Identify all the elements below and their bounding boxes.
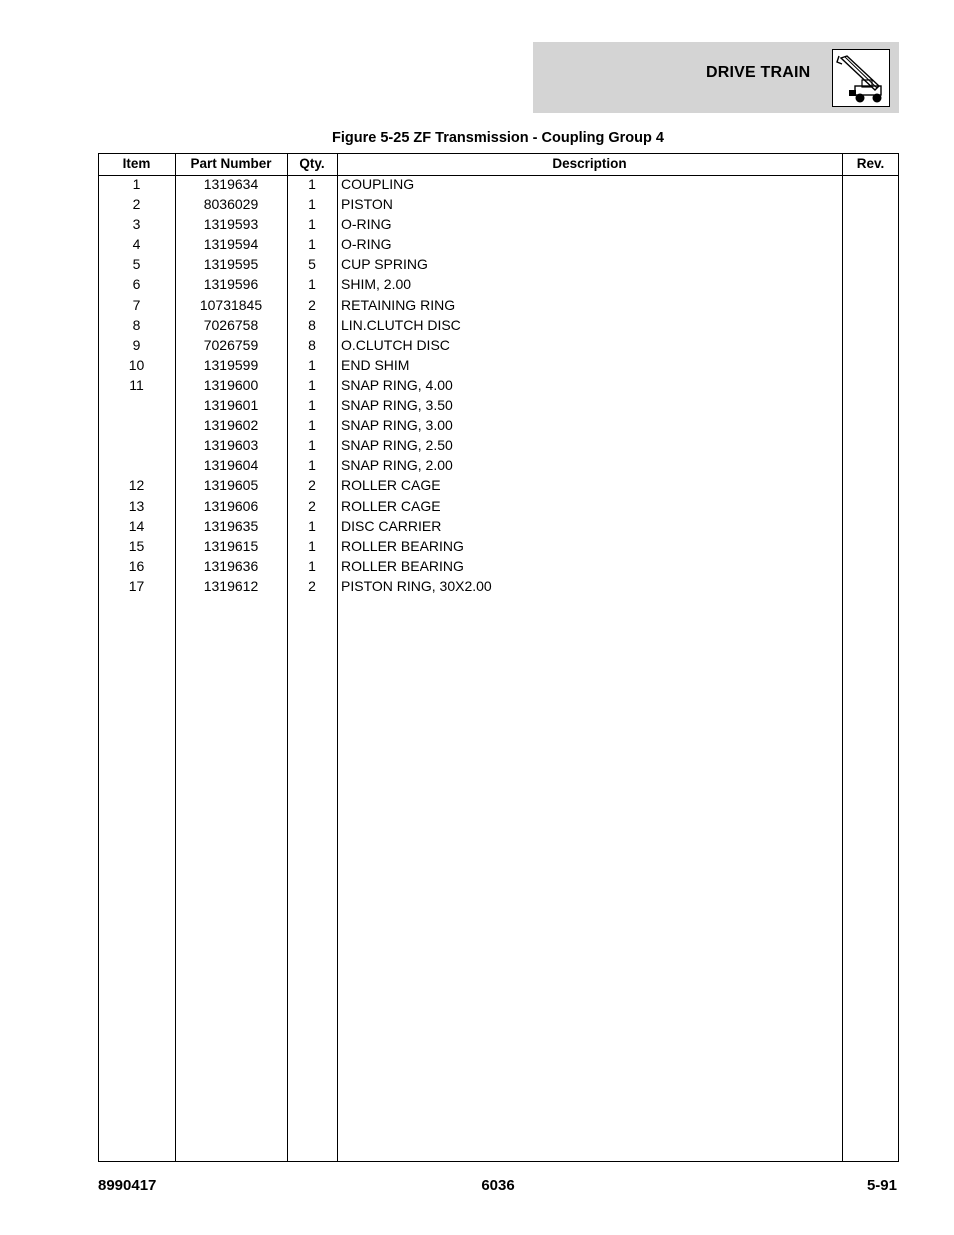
table-row [98, 375, 899, 395]
description: DISC CARRIER [341, 517, 442, 534]
table-row [98, 214, 899, 234]
table-row [98, 556, 899, 576]
item-number: 11 [129, 376, 144, 393]
column-header-qty: Qty. [299, 156, 325, 171]
part-number: 1319594 [203, 236, 259, 253]
item-number: 12 [128, 477, 145, 494]
description: ROLLER BEARING [341, 537, 464, 554]
table-row [98, 174, 899, 194]
table-row [98, 455, 899, 475]
description: SNAP RING, 3.00 [341, 417, 453, 434]
quantity: 1 [308, 417, 316, 434]
item-number: 4 [132, 236, 141, 253]
description: PISTON RING, 30X2.00 [341, 577, 492, 594]
item-number: 1 [132, 176, 141, 192]
part-number: 10731845 [199, 296, 263, 313]
table-row [98, 475, 899, 495]
item-number: 7 [132, 296, 141, 313]
description: SNAP RING, 3.50 [341, 397, 453, 414]
quantity: 1 [308, 376, 316, 393]
quantity: 1 [308, 397, 316, 414]
quantity: 5 [308, 256, 316, 273]
quantity: 1 [308, 176, 316, 192]
item-number: 15 [128, 537, 145, 554]
item-number: 2 [132, 196, 141, 213]
column-header-item: Item [122, 156, 151, 171]
item-number: 10 [128, 356, 145, 373]
description: SHIM, 2.00 [341, 276, 412, 293]
description: SNAP RING, 4.00 [341, 376, 453, 393]
footer-document-number: 8990417 [98, 1177, 157, 1194]
description: CUP SPRING [341, 256, 428, 273]
table-row [98, 254, 899, 274]
figure-title: Figure 5-25 ZF Transmission - Coupling Group 4 [332, 130, 664, 146]
quantity: 8 [308, 336, 316, 353]
description: RETAINING RING [341, 296, 456, 313]
part-number: 1319595 [203, 256, 259, 273]
description: O-RING [341, 236, 392, 253]
table-body [98, 174, 899, 596]
quantity: 1 [308, 457, 316, 474]
table-row [98, 415, 899, 435]
quantity: 2 [308, 497, 316, 514]
footer-model-number: 6036 [481, 1177, 515, 1194]
item-number: 8 [132, 316, 141, 333]
table-row [98, 194, 899, 214]
item-number: 14 [128, 517, 145, 534]
table-row [98, 536, 899, 556]
item-number: 3 [132, 216, 141, 233]
part-number: 1319596 [203, 276, 259, 293]
part-number: 8036029 [203, 196, 259, 213]
item-number: 5 [132, 256, 141, 273]
part-number: 1319636 [203, 557, 259, 574]
quantity: 2 [308, 477, 316, 494]
table-row [98, 355, 899, 375]
quantity: 1 [308, 537, 316, 554]
description: SNAP RING, 2.00 [341, 457, 453, 474]
item-number: 6 [132, 276, 141, 293]
table-row [98, 234, 899, 254]
item-number: 9 [132, 336, 141, 353]
table-row [98, 315, 899, 335]
item-number: 13 [128, 497, 145, 514]
description: PISTON [341, 196, 393, 213]
part-number: 1319602 [203, 417, 259, 434]
part-number: 1319603 [203, 437, 259, 454]
part-number: 1319600 [203, 376, 259, 393]
description: ROLLER CAGE [341, 497, 441, 514]
quantity: 1 [308, 196, 316, 213]
description: LIN.CLUTCH DISC [341, 316, 461, 333]
column-header-description: Description [552, 156, 627, 171]
part-number: 1319634 [203, 176, 259, 192]
table-row [98, 274, 899, 294]
part-number: 1319635 [203, 517, 259, 534]
item-number: 16 [128, 557, 145, 574]
description: ROLLER BEARING [341, 557, 464, 574]
table-row [98, 516, 899, 536]
table-row [98, 496, 899, 516]
telehandler-icon [832, 49, 890, 107]
part-number: 7026759 [203, 336, 259, 353]
quantity: 1 [308, 216, 316, 233]
column-header-part-number: Part Number [190, 156, 272, 171]
part-number: 1319601 [203, 397, 259, 414]
table-row [98, 335, 899, 355]
table-row [98, 295, 899, 315]
description: O-RING [341, 216, 392, 233]
column-header-rev: Rev. [856, 156, 885, 171]
part-number: 1319599 [203, 356, 259, 373]
quantity: 1 [308, 356, 316, 373]
description: SNAP RING, 2.50 [341, 437, 453, 454]
quantity: 2 [308, 577, 316, 594]
quantity: 2 [308, 296, 316, 313]
part-number: 1319593 [203, 216, 259, 233]
description: ROLLER CAGE [341, 477, 441, 494]
section-title: DRIVE TRAIN [706, 64, 811, 81]
description: COUPLING [341, 176, 415, 192]
part-number: 7026758 [203, 316, 259, 333]
part-number: 1319615 [203, 537, 259, 554]
table-row [98, 395, 899, 415]
item-number: 17 [128, 577, 145, 594]
part-number: 1319605 [203, 477, 259, 494]
quantity: 1 [308, 276, 316, 293]
part-number: 1319606 [203, 497, 259, 514]
quantity: 1 [308, 236, 316, 253]
quantity: 1 [308, 517, 316, 534]
table-row [98, 435, 899, 455]
table-row [98, 576, 899, 596]
quantity: 1 [308, 557, 316, 574]
quantity: 8 [308, 316, 316, 333]
footer-page-number: 5-91 [866, 1177, 897, 1194]
description: O.CLUTCH DISC [341, 336, 450, 353]
part-number: 1319612 [203, 577, 259, 594]
description: END SHIM [341, 356, 410, 373]
quantity: 1 [308, 437, 316, 454]
part-number: 1319604 [203, 457, 259, 474]
